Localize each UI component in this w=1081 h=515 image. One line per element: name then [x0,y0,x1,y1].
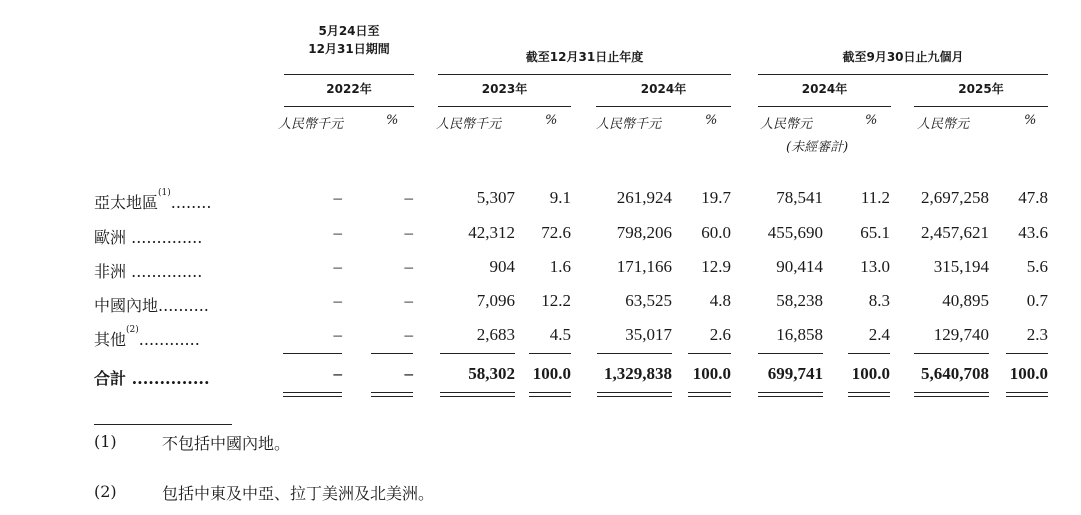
period-2022-line2: 12月31日期間 [308,42,390,56]
total-double-rule [1006,396,1048,397]
table-cell: 455,690 [767,223,823,242]
table-cell: 4.5 [549,325,571,344]
table-cell: 43.6 [1018,223,1048,242]
table-cell: – [333,223,342,242]
table-cell: 63,525 [625,291,672,310]
table-cell: 90,414 [776,257,823,276]
subtotal-rule [1006,353,1048,354]
subtotal-rule [688,353,731,354]
table-cell: – [333,325,342,344]
total-double-rule [440,396,515,397]
subtotal-rule [529,353,571,354]
total-double-rule [597,392,672,393]
table-cell: 2.4 [868,325,890,344]
table-cell: 60.0 [701,223,731,242]
subtotal-rule [848,353,890,354]
table-cell: – [404,188,413,207]
total-cell: 100.0 [1009,364,1048,383]
total-double-rule [758,396,823,397]
table-cell: 2,683 [476,325,515,344]
header-rule [758,74,1048,75]
total-double-rule [371,392,413,393]
table-cell: 315,194 [933,257,989,276]
table-cell: – [404,291,413,310]
table-cell: 16,858 [776,325,823,344]
year-header-2025: 2025年 [958,82,1004,96]
year-header-2024-9m: 2024年 [801,82,848,96]
row-label: 亞太地區$^{(1)}$........ [94,188,212,212]
subtotal-rule [597,353,672,354]
table-cell: – [404,257,413,276]
total-cell: 58,302 [468,364,515,383]
total-double-rule [848,396,890,397]
total-cell: 100.0 [532,364,571,383]
total-double-rule [283,396,342,397]
table-cell: 5,307 [476,188,515,207]
total-cell: 100.0 [851,364,890,383]
total-cell: – [333,364,342,383]
total-double-rule [1006,392,1048,393]
subtotal-rule [283,353,342,354]
year-rule [596,106,731,107]
table-cell: – [404,223,413,242]
total-double-rule [529,396,571,397]
table-cell: 47.8 [1018,188,1048,207]
total-double-rule [914,396,989,397]
table-cell: 13.0 [860,257,890,276]
header-rule [438,74,731,75]
table-cell: 8.3 [868,291,890,310]
row-label: 歐洲 .............. [94,228,203,247]
table-cell: 72.6 [541,223,571,242]
total-cell: – [404,364,413,383]
total-double-rule [914,392,989,393]
table-cell: – [333,188,342,207]
table-cell: 65.1 [860,223,890,242]
table-cell: 9.1 [549,188,571,207]
table-cell: 78,541 [776,188,823,207]
total-cell: 100.0 [692,364,731,383]
nine-month-group-header: 截至9月30日止九個月 [842,50,964,64]
table-cell: 171,166 [616,257,672,276]
table-cell: 2.6 [709,325,731,344]
table-cell: 42,312 [468,223,515,242]
table-cell: – [404,325,413,344]
table-cell: 7,096 [476,291,515,310]
year-rule [758,106,891,107]
total-double-rule [758,392,823,393]
footnote-text: 包括中東及中亞、拉丁美洲及北美洲。 [162,484,435,503]
period-2022-line1: 5月24日至 [318,24,380,38]
table-cell: 40,895 [942,291,989,310]
year-rule [914,106,1048,107]
table-cell: 2,697,258 [921,188,989,207]
table-cell: 12.2 [541,291,571,310]
subtotal-rule [440,353,515,354]
table-cell: 5.6 [1026,257,1048,276]
unit-label: % [865,113,878,128]
row-label: 其他$^{(2)}$............ [94,325,200,349]
footnote-text: 不包括中國內地。 [162,434,291,453]
table-cell: 2,457,621 [921,223,989,242]
total-double-rule [597,396,672,397]
unit-label: 人民幣元 [760,117,813,132]
table-cell: 12.9 [701,257,731,276]
total-cell: 699,741 [767,364,823,383]
unit-label: 人民幣千元 [436,117,502,132]
table-cell: 11.2 [860,188,890,207]
total-cell: 5,640,708 [921,364,989,383]
unit-label: % [545,113,558,128]
table-cell: 261,924 [616,188,672,207]
table-cell: 4.8 [709,291,731,310]
header-rule [284,74,414,75]
total-double-rule [848,392,890,393]
total-double-rule [688,396,731,397]
table-cell: 35,017 [625,325,672,344]
total-double-rule [688,392,731,393]
total-double-rule [529,392,571,393]
table-cell: 904 [489,257,515,276]
year-header-2024: 2024年 [640,82,687,96]
footnote-mark: (1) [94,432,117,451]
year-rule [438,106,571,107]
subtotal-rule [758,353,823,354]
year-end-group-header: 截至12月31日止年度 [525,50,644,64]
total-double-rule [371,396,413,397]
year-header-2022: 2022年 [326,82,372,96]
table-cell: 58,238 [776,291,823,310]
total-label: 合計 .............. [94,369,210,388]
year-header-2023: 2023年 [481,82,528,96]
total-double-rule [283,392,342,393]
unaudited-note: (未經審計) [786,140,849,155]
year-rule [284,106,414,107]
unit-label: 人民幣千元 [278,117,344,132]
unit-label: % [1024,113,1037,128]
table-cell: 798,206 [616,223,672,242]
subtotal-rule [914,353,989,354]
footnote-mark: (2) [94,482,117,501]
unit-label: % [705,113,718,128]
table-cell: 2.3 [1026,325,1048,344]
subtotal-rule [371,353,413,354]
unit-label: 人民幣千元 [596,117,662,132]
table-cell: 129,740 [933,325,989,344]
table-cell: 1.6 [549,257,571,276]
table-cell: 19.7 [701,188,731,207]
unit-label: % [386,113,399,128]
table-cell: – [333,291,342,310]
footnote-separator [94,424,232,425]
table-cell: 0.7 [1026,291,1048,310]
total-cell: 1,329,838 [604,364,672,383]
row-label: 非洲 .............. [94,262,203,281]
table-cell: – [333,257,342,276]
total-double-rule [440,392,515,393]
unit-label: 人民幣元 [917,117,970,132]
row-label: 中國內地.......... [94,296,209,315]
